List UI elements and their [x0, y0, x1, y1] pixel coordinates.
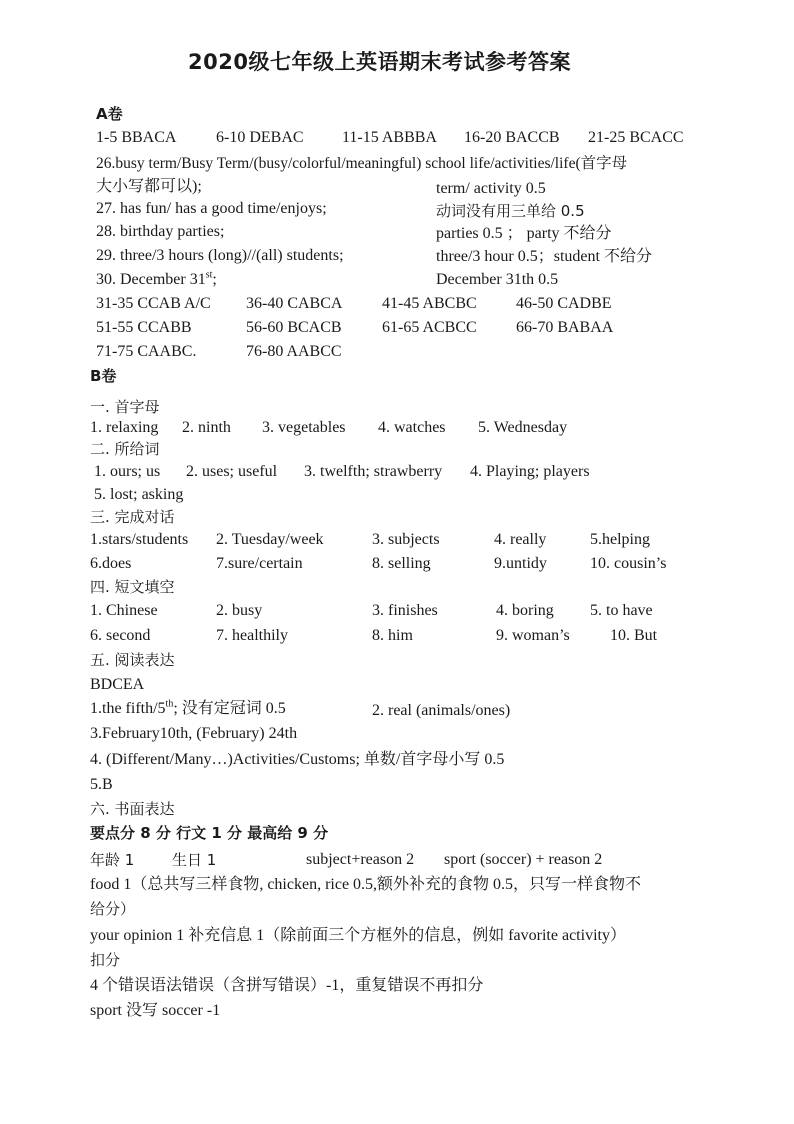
answer-group: 31-35 CCAB A/C [96, 295, 211, 312]
q30-answer [96, 270, 217, 290]
part3-heading: 三. 完成对话 [90, 508, 175, 526]
answer-item: 4. really [494, 531, 547, 548]
q29-answer: 29. three/3 hours (long)//(all) students; [96, 247, 344, 264]
part2-heading: 二. 所给词 [90, 440, 160, 458]
q29-note: three/3 hour 0.5；student 不给分 [436, 248, 652, 265]
answer-item: 5.helping [590, 531, 650, 548]
answer-item: 1. Chinese [90, 602, 158, 619]
answer-item: 3. vegetables [262, 419, 346, 436]
q27-answer: 27. has fun/ has a good time/enjoys; [96, 200, 327, 217]
answer-item: 4. Playing; players [470, 463, 590, 480]
answer-item: 2. ninth [182, 419, 231, 436]
answer-item: 1. relaxing [90, 419, 159, 436]
part4-heading: 四. 短文填空 [90, 578, 175, 596]
score-item: 生日 1 [172, 851, 217, 869]
answer-group: 66-70 BABAA [516, 319, 614, 336]
answer-item: 9.untidy [494, 555, 547, 572]
answer-item: 1.stars/students [90, 531, 189, 548]
sport-deduction: sport 没写 soccer -1 [90, 1002, 221, 1019]
answer-group: 76-80 AABCC [246, 343, 342, 360]
answer-item: 3. finishes [372, 602, 438, 619]
scoring-summary: 要点分 8 分 行文 1 分 最高给 9 分 [90, 824, 329, 842]
part1-heading: 一. 首字母 [90, 398, 160, 416]
q26-line1: 26.busy term/Busy Term/(busy/colorful/meaningful) school life/activities/life(首字母 [96, 155, 628, 172]
opinion-criteria-line2: 扣分 [90, 951, 121, 969]
section-a-heading: A卷 [96, 105, 123, 123]
answer-item: 4. watches [378, 419, 446, 436]
q26-line2: 大小写都可以); [96, 178, 202, 195]
answer-group: 41-45 ABCBC [382, 295, 477, 312]
q26-note: term/ activity 0.5 [436, 180, 546, 197]
page-title: 2020级七年级上英语期末考试参考答案 [188, 50, 571, 74]
answer-item: 8. him [372, 627, 413, 644]
answer-item: 5. to have [590, 602, 653, 619]
answer-group: 1-5 BBACA [96, 129, 177, 146]
answer-item: 2. uses; useful [186, 463, 278, 480]
answer-text: 1.the fifth/5 [90, 700, 166, 717]
part5-heading: 五. 阅读表达 [90, 651, 175, 669]
part5-answer-1 [90, 699, 286, 719]
answer-group: 36-40 CABCA [246, 295, 343, 312]
answer-superscript: th [165, 698, 174, 710]
answer-item: 8. selling [372, 555, 431, 572]
part5-answer-5: 5.B [90, 776, 113, 793]
q27-note: 动词没有用三单给 0.5 [436, 202, 585, 220]
answer-item: 10. But [610, 627, 658, 644]
answer-group: 61-65 ACBCC [382, 319, 477, 336]
answer-group: 11-15 ABBBA [342, 129, 437, 146]
q28-note: parties 0.5 ； party 不给分 [436, 225, 612, 242]
q28-answer: 28. birthday parties; [96, 223, 225, 240]
error-deduction: 4 个错误语法错误（含拼写错误）-1，重复错误不再扣分 [90, 977, 484, 994]
answer-item: 6.does [90, 555, 132, 572]
part6-heading: 六. 书面表达 [90, 800, 175, 818]
answer-item: 4. boring [496, 602, 554, 619]
part2-answers-2: 5. lost; asking [94, 486, 184, 503]
q30-semicolon: ; [212, 271, 217, 288]
answer-item: 1. ours; us [94, 463, 161, 480]
answer-group: 56-60 BCACB [246, 319, 342, 336]
opinion-criteria-line1: your opinion 1 补充信息 1（除前面三个方框外的信息，例如 favorite activity） [90, 927, 626, 944]
part5-answer-3: 3.February10th, (February) 24th [90, 725, 298, 742]
section-b-heading: B卷 [90, 367, 117, 385]
answer-item: 5. Wednesday [478, 419, 568, 436]
answer-item: 2. Tuesday/week [216, 531, 324, 548]
answer-note: ; 没有定冠词 0.5 [173, 700, 286, 717]
answer-item: 9. woman’s [496, 627, 570, 644]
q30-text: 30. December 31 [96, 271, 206, 288]
score-item: subject+reason 2 [306, 851, 415, 868]
food-criteria-line1: food 1（总共写三样食物, chicken, rice 0.5,额外补充的食物 0.5，只写一样食物不 [90, 876, 642, 893]
q30-note: December 31th 0.5 [436, 271, 559, 288]
answer-group: 6-10 DEBAC [216, 129, 304, 146]
answer-group: 21-25 BCACC [588, 129, 684, 146]
answer-item: 10. cousin’s [590, 555, 667, 572]
score-item: sport (soccer) + reason 2 [444, 851, 603, 868]
answer-item: 7.sure/certain [216, 555, 303, 572]
answer-item: 2. busy [216, 602, 263, 619]
answer-group: 71-75 CAABC. [96, 343, 197, 360]
answer-group: 46-50 CADBE [516, 295, 612, 312]
part5-answer-2: 2. real (animals/ones) [372, 702, 511, 719]
part5-choices: BDCEA [90, 676, 145, 693]
part5-answer-4: 4. (Different/Many…)Activities/Customs; 单数/首字母小写 0.5 [90, 751, 505, 768]
food-criteria-line2: 给分） [90, 900, 136, 918]
answer-group: 16-20 BACCB [464, 129, 560, 146]
answer-item: 7. healthily [216, 627, 288, 644]
answer-item: 3. twelfth; strawberry [304, 463, 443, 480]
score-item: 年龄 1 [90, 851, 135, 869]
answer-item: 3. subjects [372, 531, 440, 548]
answer-item: 6. second [90, 627, 151, 644]
answer-group: 51-55 CCABB [96, 319, 192, 336]
q30-superscript: st [205, 269, 213, 281]
